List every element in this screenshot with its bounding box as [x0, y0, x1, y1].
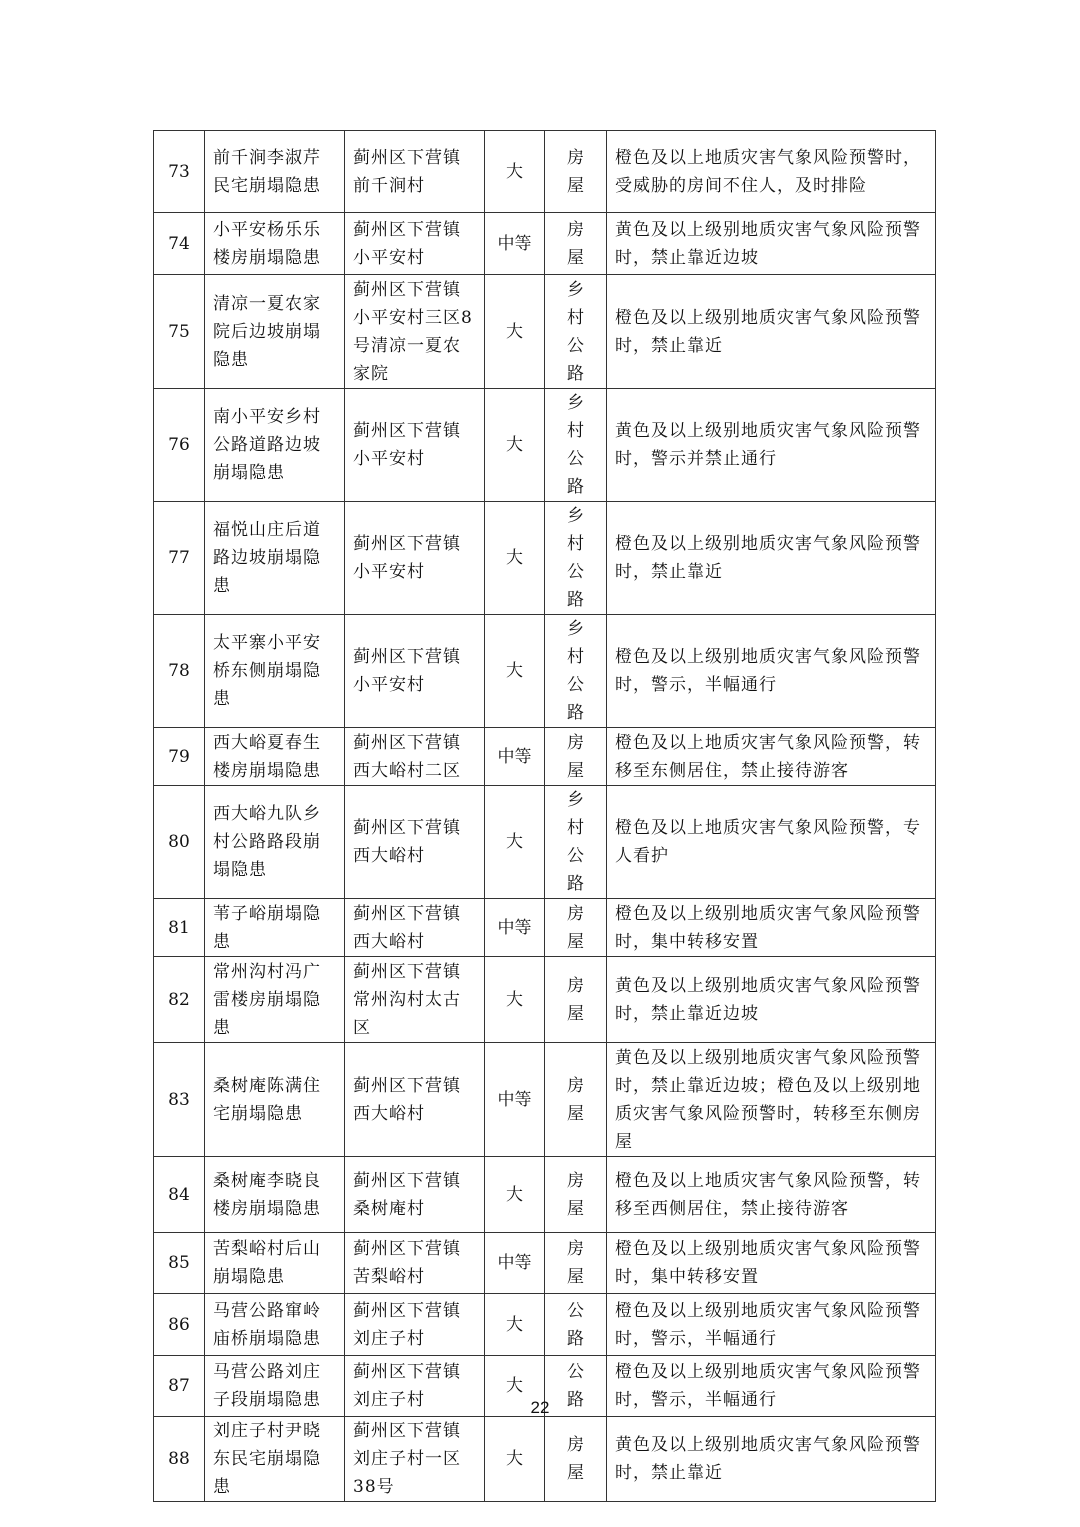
prevention-measure: 黄色及以上级别地质灾害气象风险预警时，禁止靠近边坡 [607, 213, 936, 275]
hazard-name: 福悦山庄后道路边坡崩塌隐患 [205, 502, 345, 615]
row-number: 74 [154, 213, 205, 275]
hazard-name: 刘庄子村尹晓东民宅崩塌隐患 [205, 1417, 345, 1502]
hazard-level: 大 [485, 1157, 545, 1233]
hazard-location: 蓟州区下营镇小平安村 [345, 615, 485, 728]
prevention-measure: 橙色及以上级别地质灾害气象风险预警时，警示，半幅通行 [607, 615, 936, 728]
hazard-name: 苦梨峪村后山崩塌隐患 [205, 1233, 345, 1294]
hazard-location: 蓟州区下营镇刘庄子村 [345, 1294, 485, 1356]
threatened-object: 房屋 [545, 131, 607, 213]
hazard-level: 大 [485, 1417, 545, 1502]
threatened-object: 房屋 [545, 213, 607, 275]
hazard-name: 太平寨小平安桥东侧崩塌隐患 [205, 615, 345, 728]
threatened-object: 房屋 [545, 1043, 607, 1157]
hazard-level: 中等 [485, 899, 545, 957]
threatened-object: 房屋 [545, 1157, 607, 1233]
prevention-measure: 黄色及以上级别地质灾害气象风险预警时，禁止靠近 [607, 1417, 936, 1502]
row-number: 82 [154, 957, 205, 1043]
threatened-object: 房屋 [545, 957, 607, 1043]
row-number: 75 [154, 275, 205, 389]
hazard-level: 大 [485, 615, 545, 728]
row-number: 79 [154, 728, 205, 786]
prevention-measure: 橙色及以上级别地质灾害气象风险预警时，警示，半幅通行 [607, 1356, 936, 1417]
hazard-level: 大 [485, 131, 545, 213]
threatened-object: 乡村公路 [545, 275, 607, 389]
table-row [154, 957, 936, 1043]
row-number: 87 [154, 1356, 205, 1417]
prevention-measure: 黄色及以上级别地质灾害气象风险预警时，警示并禁止通行 [607, 389, 936, 502]
hazard-location: 蓟州区下营镇西大峪村 [345, 899, 485, 957]
hazard-name: 西大峪夏春生楼房崩塌隐患 [205, 728, 345, 786]
hazard-name: 清凉一夏农家院后边坡崩塌隐患 [205, 275, 345, 389]
hazard-location: 蓟州区下营镇桑树庵村 [345, 1157, 485, 1233]
table-row [154, 728, 936, 786]
table-row [154, 1233, 936, 1294]
hazard-name: 苇子峪崩塌隐患 [205, 899, 345, 957]
hazard-location: 蓟州区下营镇西大峪村二区 [345, 728, 485, 786]
row-number: 88 [154, 1417, 205, 1502]
hazard-level: 大 [485, 1356, 545, 1417]
hazard-name: 西大峪九队乡村公路路段崩塌隐患 [205, 786, 345, 899]
row-number: 73 [154, 131, 205, 213]
table-row [154, 1417, 936, 1502]
prevention-measure: 橙色及以上地质灾害气象风险预警，转移至西侧居住，禁止接待游客 [607, 1157, 936, 1233]
table-row [154, 389, 936, 502]
row-number: 81 [154, 899, 205, 957]
hazard-location: 蓟州区下营镇小平安村 [345, 389, 485, 502]
hazard-location: 蓟州区下营镇前千涧村 [345, 131, 485, 213]
hazard-name: 小平安杨乐乐楼房崩塌隐患 [205, 213, 345, 275]
prevention-measure: 橙色及以上地质灾害气象风险预警时，受威胁的房间不住人，及时排险 [607, 131, 936, 213]
threatened-object: 乡村公路 [545, 786, 607, 899]
threatened-object: 房屋 [545, 1417, 607, 1502]
table-row [154, 786, 936, 899]
table-row [154, 275, 936, 389]
hazard-location: 蓟州区下营镇小平安村 [345, 213, 485, 275]
hazard-location: 蓟州区下营镇刘庄子村 [345, 1356, 485, 1417]
threatened-object: 房屋 [545, 728, 607, 786]
row-number: 77 [154, 502, 205, 615]
threatened-object: 房屋 [545, 899, 607, 957]
table-row [154, 1043, 936, 1157]
hazard-location: 蓟州区下营镇小平安村三区8号清凉一夏农家院 [345, 275, 485, 389]
table-row [154, 131, 936, 213]
table-row [154, 502, 936, 615]
hazard-location: 蓟州区下营镇苦梨峪村 [345, 1233, 485, 1294]
hazard-name: 前千涧李淑芹民宅崩塌隐患 [205, 131, 345, 213]
prevention-measure: 橙色及以上级别地质灾害气象风险预警时，禁止靠近 [607, 502, 936, 615]
hazard-name: 马营公路窜岭庙桥崩塌隐患 [205, 1294, 345, 1356]
threatened-object: 公路 [545, 1294, 607, 1356]
hazard-level: 中等 [485, 1233, 545, 1294]
row-number: 86 [154, 1294, 205, 1356]
row-number: 78 [154, 615, 205, 728]
prevention-measure: 黄色及以上级别地质灾害气象风险预警时，禁止靠近边坡 [607, 957, 936, 1043]
threatened-object: 公路 [545, 1356, 607, 1417]
hazard-name: 桑树庵李晓良楼房崩塌隐患 [205, 1157, 345, 1233]
hazard-level: 大 [485, 275, 545, 389]
hazard-location: 蓟州区下营镇西大峪村 [345, 1043, 485, 1157]
hazard-name: 桑树庵陈满住宅崩塌隐患 [205, 1043, 345, 1157]
prevention-measure: 橙色及以上级别地质灾害气象风险预警时，集中转移安置 [607, 899, 936, 957]
threatened-object: 乡村公路 [545, 615, 607, 728]
row-number: 85 [154, 1233, 205, 1294]
threatened-object: 房屋 [545, 1233, 607, 1294]
hazard-location: 蓟州区下营镇小平安村 [345, 502, 485, 615]
hazard-location: 蓟州区下营镇常州沟村太古区 [345, 957, 485, 1043]
row-number: 76 [154, 389, 205, 502]
hazard-level: 中等 [485, 728, 545, 786]
prevention-measure: 橙色及以上地质灾害气象风险预警，转移至东侧居住，禁止接待游客 [607, 728, 936, 786]
hazard-level: 大 [485, 786, 545, 899]
hazard-level: 大 [485, 502, 545, 615]
prevention-measure: 橙色及以上级别地质灾害气象风险预警时，禁止靠近 [607, 275, 936, 389]
table-row [154, 1157, 936, 1233]
prevention-measure: 橙色及以上地质灾害气象风险预警，专人看护 [607, 786, 936, 899]
row-number: 83 [154, 1043, 205, 1157]
hazard-location: 蓟州区下营镇西大峪村 [345, 786, 485, 899]
hazard-table-body [154, 131, 936, 1502]
row-number: 84 [154, 1157, 205, 1233]
page-number: 22 [530, 1398, 550, 1417]
row-number: 80 [154, 786, 205, 899]
hazard-name: 常州沟村冯广雷楼房崩塌隐患 [205, 957, 345, 1043]
hazard-name: 马营公路刘庄子段崩塌隐患 [205, 1356, 345, 1417]
threatened-object: 乡村公路 [545, 502, 607, 615]
prevention-measure: 橙色及以上级别地质灾害气象风险预警时，集中转移安置 [607, 1233, 936, 1294]
hazard-level: 大 [485, 389, 545, 502]
hazard-level: 中等 [485, 1043, 545, 1157]
hazard-location: 蓟州区下营镇刘庄子村一区38号 [345, 1417, 485, 1502]
hazard-level: 中等 [485, 213, 545, 275]
hazard-level: 大 [485, 1294, 545, 1356]
table-row [154, 1294, 936, 1356]
prevention-measure: 黄色及以上级别地质灾害气象风险预警时，禁止靠近边坡；橙色及以上级别地质灾害气象风险预警时，转移至东侧房屋 [607, 1043, 936, 1157]
hazard-level: 大 [485, 957, 545, 1043]
hazard-table [153, 130, 936, 1502]
prevention-measure: 橙色及以上级别地质灾害气象风险预警时，警示，半幅通行 [607, 1294, 936, 1356]
threatened-object: 乡村公路 [545, 389, 607, 502]
table-row [154, 213, 936, 275]
hazard-name: 南小平安乡村公路道路边坡崩塌隐患 [205, 389, 345, 502]
table-row [154, 899, 936, 957]
table-row [154, 615, 936, 728]
